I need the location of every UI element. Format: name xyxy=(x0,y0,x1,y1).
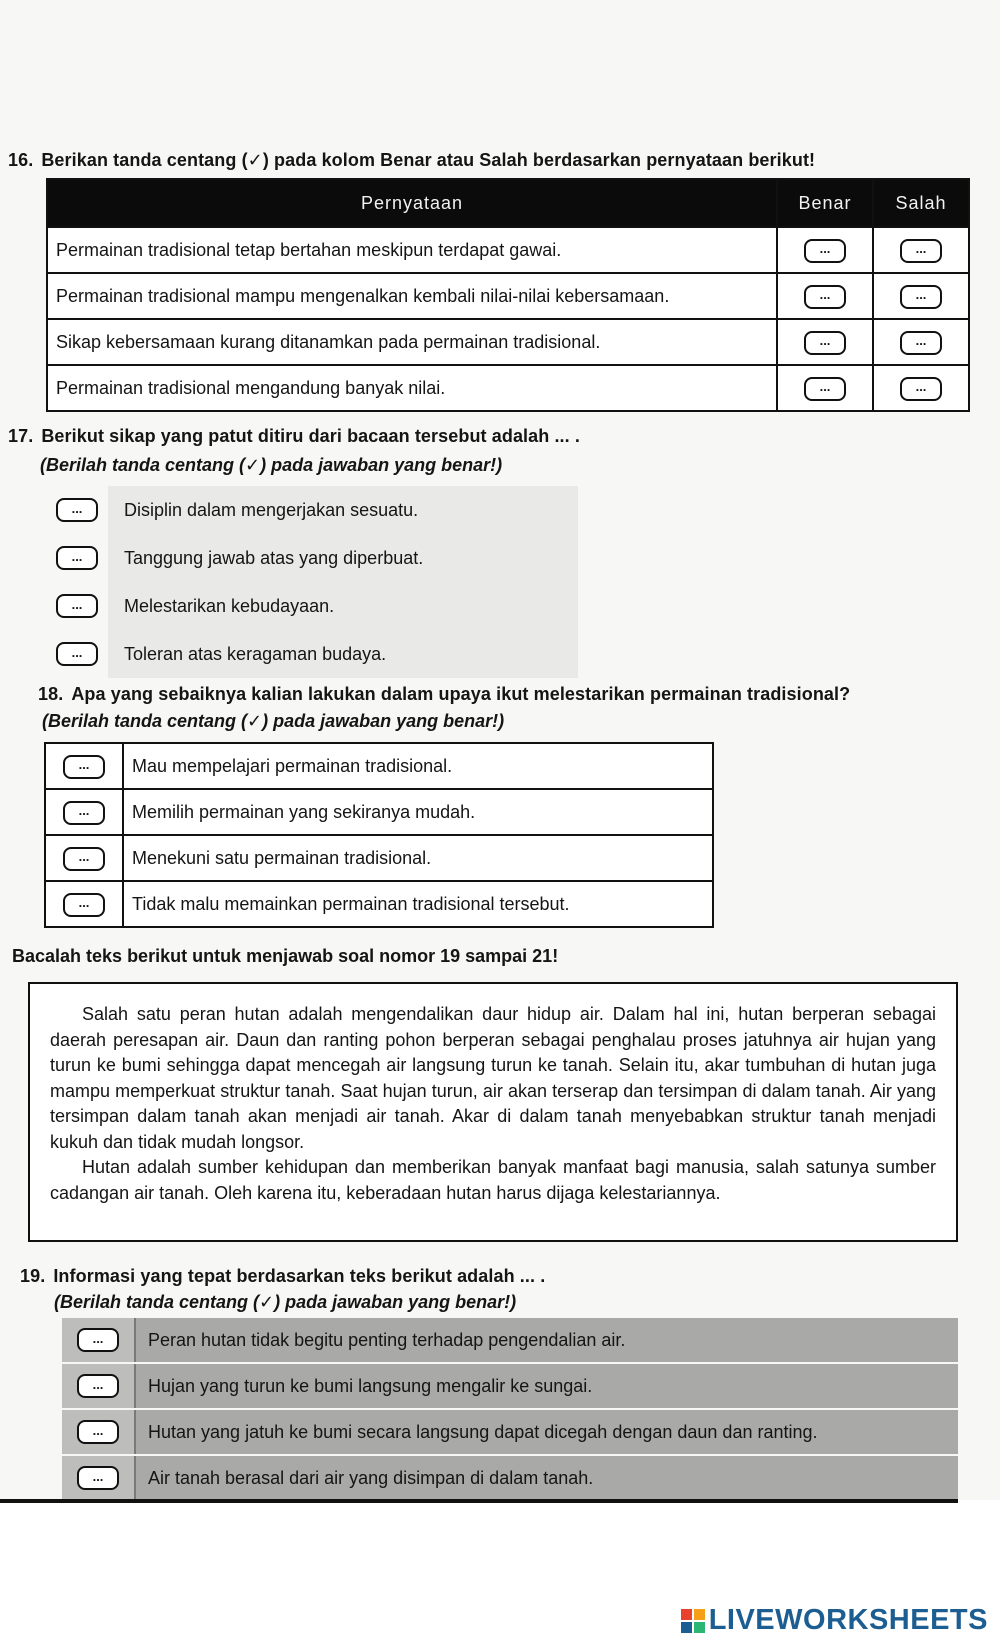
q16-heading xyxy=(8,150,815,171)
q17-option4-label: Toleran atas keragaman budaya. xyxy=(124,643,387,664)
q18-instruction: (Berilah tanda centang (✓) pada jawaban yang benar!) xyxy=(42,711,505,731)
list-item xyxy=(56,582,526,630)
passage-paragraph-2: Hutan adalah sumber kehidupan dan memberikan banyak manfaat bagi manusia, salah satunya sumber cadangan air tanah. Oleh karena itu, keberadaan hutan harus dijaga kelestariannya. xyxy=(50,1157,936,1203)
q19-instruction: (Berilah tanda centang (✓) pada jawaban yang benar!) xyxy=(54,1292,517,1312)
q18-option1-label: Mau mempelajari permainan tradisional. xyxy=(123,743,713,789)
q17-option4-checkbox[interactable]: ... xyxy=(56,642,98,666)
q16-row2-true-checkbox[interactable]: ... xyxy=(804,285,846,309)
q16-number: 16. xyxy=(8,150,34,170)
q17-options xyxy=(56,486,526,678)
q16-statement: Sikap kebersamaan kurang ditanamkan pada permainan tradisional. xyxy=(47,319,777,365)
q19-option2-checkbox[interactable]: ... xyxy=(77,1374,119,1398)
q16-statement: Permainan tradisional mampu mengenalkan kembali nilai-nilai kebersamaan. xyxy=(47,273,777,319)
q16-row3-true-checkbox[interactable]: ... xyxy=(804,331,846,355)
q17-option2-checkbox[interactable]: ... xyxy=(56,546,98,570)
table-row xyxy=(45,743,713,789)
q18-table xyxy=(44,742,714,928)
list-item xyxy=(56,630,526,678)
q17-option1-label: Disiplin dalam mengerjakan sesuatu. xyxy=(124,499,419,520)
q19-number: 19. xyxy=(20,1266,46,1286)
table-row xyxy=(47,319,969,365)
q19-option2-label: Hujan yang turun ke bumi langsung mengalir ke sungai. xyxy=(148,1375,593,1396)
list-item xyxy=(62,1456,958,1500)
list-item xyxy=(62,1318,958,1362)
q16-header-true: Benar xyxy=(777,179,873,227)
table-row xyxy=(47,365,969,411)
q17-option3-checkbox[interactable]: ... xyxy=(56,594,98,618)
q18-option2-label: Memilih permainan yang sekiranya mudah. xyxy=(123,789,713,835)
passage-paragraph-1: Salah satu peran hutan adalah mengendalikan daur hidup air. Dalam hal ini, hutan berperan sebagai daerah peresapan air. Daun dan ranting pohon berperan sebagai penghalau proses jatuhnya air hujan yang turun ke bumi sehingga dapat mencegah air langsung turun ke tanah. Selain itu, akar tumbuhan di hutan juga mampu memperkuat struktur tanah. Saat hujan turun, air akan terserap dan tersimpan di dalam tanah. Air yang tersimpan dalam tanah akan menjadi air tanah. Akar di dalam tanah menyebabkan struktur tanah menjadi kukuh dan tidak mudah longsor. xyxy=(50,1004,936,1152)
table-row xyxy=(47,273,969,319)
q16-row4-true-checkbox[interactable]: ... xyxy=(804,377,846,401)
q19-prompt: Informasi yang tepat berdasarkan teks berikut adalah ... . xyxy=(53,1266,546,1286)
brand-name: LIVEWORKSHEETS xyxy=(708,1604,988,1636)
q16-header-false: Salah xyxy=(873,179,969,227)
q18-option3-label: Menekuni satu permainan tradisional. xyxy=(123,835,713,881)
q19-option3-label: Hutan yang jatuh ke bumi secara langsung dapat dicegah dengan daun dan ranting. xyxy=(148,1421,818,1442)
q16-row1-false-checkbox[interactable]: ... xyxy=(900,239,942,263)
q16-prompt: Berikan tanda centang (✓) pada kolom Benar atau Salah berdasarkan pernyataan berikut! xyxy=(41,150,816,170)
list-item xyxy=(56,486,526,534)
q17-instruction: (Berilah tanda centang (✓) pada jawaban yang benar!) xyxy=(40,455,503,475)
q18-option2-checkbox[interactable]: ... xyxy=(63,801,105,825)
q16-statement: Permainan tradisional tetap bertahan meskipun terdapat gawai. xyxy=(47,227,777,273)
q19-option4-checkbox[interactable]: ... xyxy=(77,1466,119,1490)
q19-heading xyxy=(20,1266,545,1287)
q16-row3-false-checkbox[interactable]: ... xyxy=(900,331,942,355)
q17-option1-checkbox[interactable]: ... xyxy=(56,498,98,522)
q19-option1-checkbox[interactable]: ... xyxy=(77,1328,119,1352)
q19-option1-label: Peran hutan tidak begitu penting terhadap pengendalian air. xyxy=(148,1329,626,1350)
q18-option4-label: Tidak malu memainkan permainan tradisional tersebut. xyxy=(123,881,713,927)
q18-option3-checkbox[interactable]: ... xyxy=(63,847,105,871)
table-row xyxy=(45,835,713,881)
q17-number: 17. xyxy=(8,426,34,446)
list-item xyxy=(62,1410,958,1454)
q16-statement: Permainan tradisional mengandung banyak nilai. xyxy=(47,365,777,411)
q18-prompt: Apa yang sebaiknya kalian lakukan dalam upaya ikut melestarikan permainan tradisional? xyxy=(71,684,851,704)
q18-number: 18. xyxy=(38,684,64,704)
q18-option1-checkbox[interactable]: ... xyxy=(63,755,105,779)
reading-passage xyxy=(28,982,958,1242)
list-item xyxy=(62,1364,958,1408)
q17-prompt: Berikut sikap yang patut ditiru dari bacaan tersebut adalah ... . xyxy=(41,426,580,446)
liveworksheets-logo[interactable] xyxy=(681,1604,988,1637)
q16-table xyxy=(46,178,970,412)
page-bottom-rule xyxy=(0,1499,958,1503)
q16-header-statement: Pernyataan xyxy=(47,179,777,227)
q17-option2-label: Tanggung jawab atas yang diperbuat. xyxy=(124,547,424,568)
q17-option3-label: Melestarikan kebudayaan. xyxy=(124,595,335,616)
table-row xyxy=(45,789,713,835)
q16-row2-false-checkbox[interactable]: ... xyxy=(900,285,942,309)
q19-options xyxy=(62,1318,958,1502)
q18-option4-checkbox[interactable]: ... xyxy=(63,893,105,917)
q19-option3-checkbox[interactable]: ... xyxy=(77,1420,119,1444)
q19-option4-label: Air tanah berasal dari air yang disimpan di dalam tanah. xyxy=(148,1467,594,1488)
reading-heading: Bacalah teks berikut untuk menjawab soal nomor 19 sampai 21! xyxy=(12,946,559,966)
q18-heading xyxy=(38,684,850,705)
q16-row1-true-checkbox[interactable]: ... xyxy=(804,239,846,263)
table-row xyxy=(47,227,969,273)
liveworksheets-grid-icon xyxy=(681,1609,705,1633)
table-row xyxy=(45,881,713,927)
q17-heading xyxy=(8,426,580,447)
q16-row4-false-checkbox[interactable]: ... xyxy=(900,377,942,401)
list-item xyxy=(56,534,526,582)
